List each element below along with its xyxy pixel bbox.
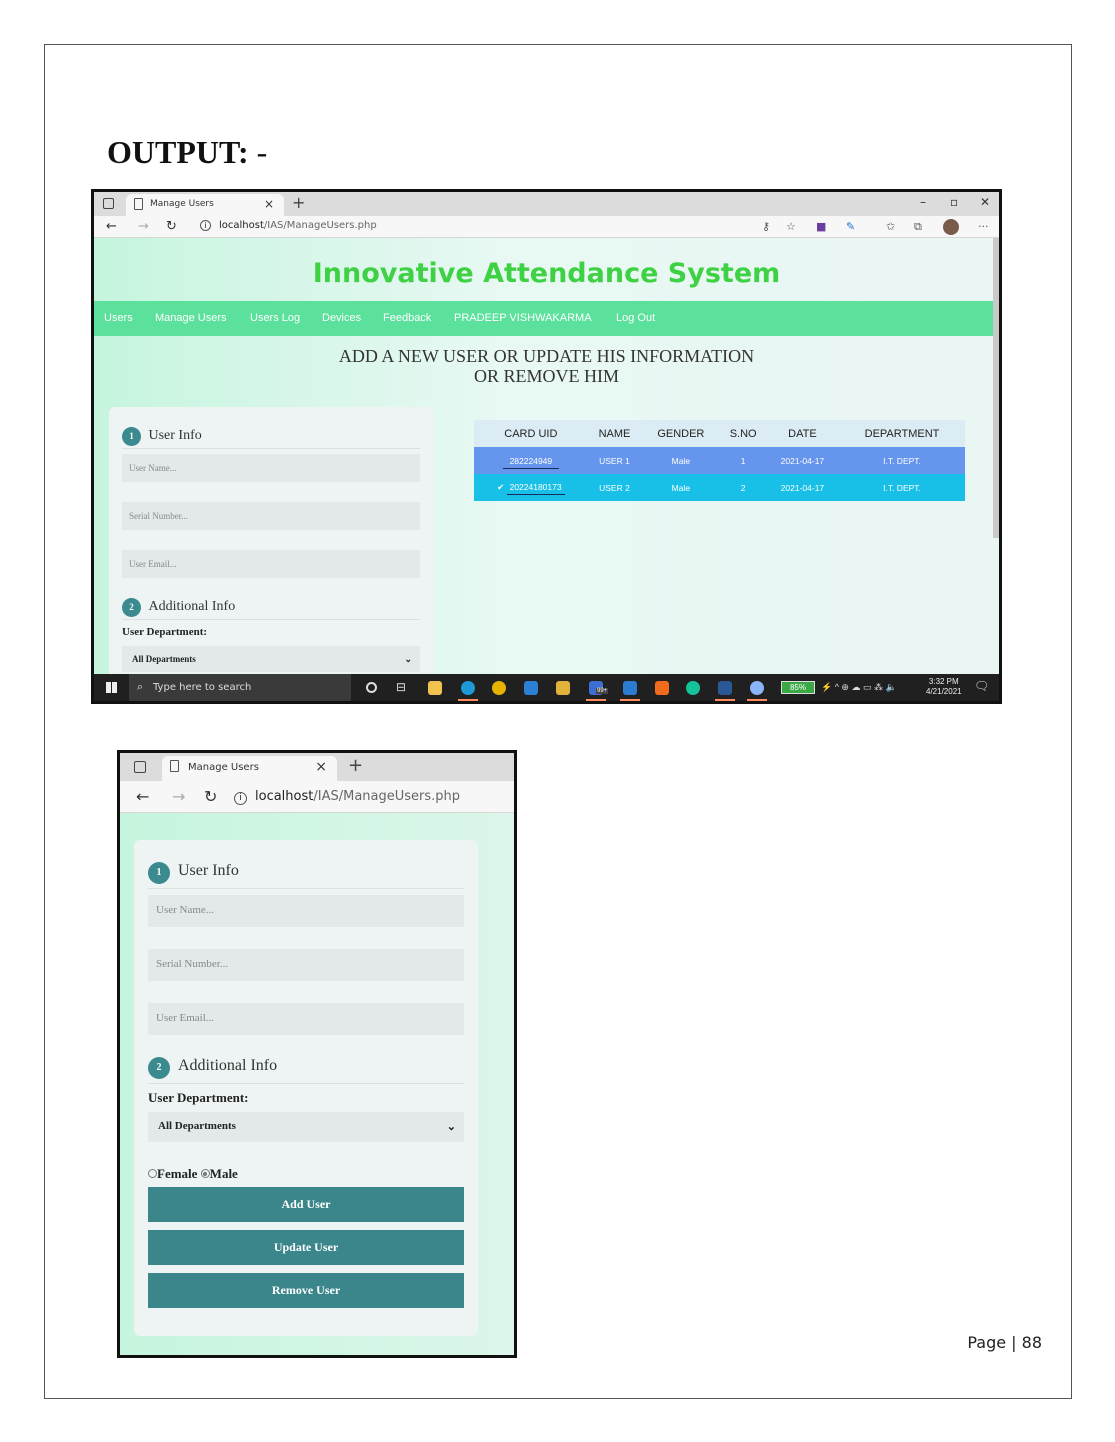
step2-badge: 2 xyxy=(122,598,141,617)
store-icon[interactable] xyxy=(428,681,442,695)
site-title: Innovative Attendance System xyxy=(312,258,781,289)
browser-window-narrow xyxy=(117,750,517,1358)
card-uid[interactable]: 282224949 xyxy=(503,456,560,469)
card-uid[interactable]: 20224180173 xyxy=(507,482,565,495)
info-icon[interactable]: i xyxy=(234,792,247,805)
new-tab-button[interactable]: + xyxy=(348,755,364,776)
department-label: User Department: xyxy=(148,1090,249,1105)
extension-pen-icon[interactable]: ✎ xyxy=(846,220,856,233)
nav-manage-users[interactable]: Manage Users xyxy=(155,312,227,324)
user-date: 2021-04-17 xyxy=(766,447,839,474)
cortana-icon[interactable] xyxy=(366,682,377,693)
battery-indicator[interactable]: 85% xyxy=(781,681,815,694)
male-radio[interactable] xyxy=(201,1169,210,1178)
favorites-icon[interactable]: ✩ xyxy=(886,220,896,233)
section-heading: ADD A NEW USER OR UPDATE HIS INFORMATION OR REMOVE HIM xyxy=(338,346,755,386)
minimize-icon[interactable]: – xyxy=(920,195,926,209)
user-form-card xyxy=(134,840,478,1336)
department-label: User Department: xyxy=(122,626,208,638)
back-icon[interactable]: ← xyxy=(106,219,117,234)
users-table xyxy=(474,420,965,501)
user-sno: 1 xyxy=(720,447,765,474)
profile-avatar[interactable] xyxy=(943,219,959,235)
col-name: NAME xyxy=(588,420,642,447)
tab-actions-icon[interactable] xyxy=(103,198,114,209)
restore-icon[interactable]: ▫ xyxy=(950,195,959,209)
favorite-add-icon[interactable]: ☆ xyxy=(786,220,796,233)
male-label: Male xyxy=(209,1166,238,1181)
nav-user-name[interactable]: PRADEEP VISHWAKARMA xyxy=(454,312,592,324)
department-select[interactable]: All Departments ⌄ xyxy=(122,646,420,672)
add-user-button[interactable]: Add User xyxy=(148,1187,464,1222)
file-explorer-icon[interactable] xyxy=(556,681,570,695)
table-row[interactable] xyxy=(474,447,965,474)
task-view-icon[interactable]: ⊟ xyxy=(396,680,407,694)
user-name: USER 1 xyxy=(588,447,642,474)
department-select[interactable]: All Departments ⌄ xyxy=(148,1112,464,1142)
notification-badge: 99+ xyxy=(597,688,608,694)
tray-icons[interactable]: ⚡ ^ ⊕ ☁ ▭ ⁂ 🔈 xyxy=(821,682,897,692)
user-name: USER 2 xyxy=(588,474,642,501)
windows-taskbar xyxy=(94,674,999,701)
browser-window-wide xyxy=(91,189,1002,704)
info-icon[interactable]: i xyxy=(200,220,211,231)
refresh-icon[interactable]: ↻ xyxy=(204,787,218,806)
step1-header xyxy=(122,427,420,449)
col-date: DATE xyxy=(766,420,839,447)
forward-icon[interactable]: → xyxy=(138,219,149,234)
female-radio[interactable] xyxy=(148,1169,157,1178)
system-clock[interactable]: 3:32 PM 4/21/2021 xyxy=(926,677,962,696)
user-name-input[interactable]: User Name... xyxy=(148,895,464,927)
user-date: 2021-04-17 xyxy=(766,474,839,501)
key-icon[interactable]: ⚷ xyxy=(762,220,771,233)
user-department: I.T. DEPT. xyxy=(839,447,965,474)
back-icon[interactable]: ← xyxy=(136,787,150,806)
col-card-uid: CARD UID xyxy=(474,420,588,447)
step2-title: Additional Info xyxy=(178,1057,278,1074)
windows-start-icon[interactable] xyxy=(106,682,117,693)
tab-title: Manage Users xyxy=(188,762,259,773)
step1-badge: 1 xyxy=(122,427,141,446)
gender-radio-group xyxy=(148,1166,238,1182)
serial-number-input[interactable]: Serial Number... xyxy=(122,502,420,530)
taskbar-search[interactable]: ⌕ Type here to search xyxy=(129,674,351,701)
step1-title: User Info xyxy=(148,428,202,443)
grammarly-icon[interactable] xyxy=(686,681,700,695)
browser-tab[interactable] xyxy=(162,756,337,781)
tab-bar xyxy=(120,753,514,781)
tab-title: Manage Users xyxy=(150,199,214,209)
update-user-button[interactable]: Update User xyxy=(148,1230,464,1265)
close-window-icon[interactable]: ✕ xyxy=(980,195,991,209)
step1-title: User Info xyxy=(178,862,239,879)
female-label: Female xyxy=(157,1166,198,1181)
step2-header xyxy=(122,598,420,620)
user-email-input[interactable]: User Email... xyxy=(122,550,420,578)
site-navbar xyxy=(94,301,999,336)
nav-devices[interactable]: Devices xyxy=(322,312,362,324)
user-department: I.T. DEPT. xyxy=(839,474,965,501)
word-icon[interactable] xyxy=(718,681,732,695)
nav-users-log[interactable]: Users Log xyxy=(250,312,301,324)
refresh-icon[interactable]: ↻ xyxy=(166,219,177,234)
user-sno: 2 xyxy=(720,474,765,501)
col-gender: GENDER xyxy=(641,420,720,447)
web-viewport xyxy=(94,238,999,674)
address-bar xyxy=(94,216,999,238)
notifications-icon[interactable]: 🗨 xyxy=(974,679,990,693)
user-form-card xyxy=(109,407,434,674)
url-field[interactable]: i localhost/IAS/ManageUsers.php xyxy=(234,789,460,805)
web-viewport xyxy=(120,813,514,1355)
col-department: DEPARTMENT xyxy=(839,420,965,447)
user-name-input[interactable]: User Name... xyxy=(122,454,420,482)
new-tab-button[interactable]: + xyxy=(292,193,306,212)
collections-icon[interactable]: ⧉ xyxy=(914,220,922,233)
step1-badge: 1 xyxy=(148,862,170,884)
col-sno: S.NO xyxy=(720,420,765,447)
scrollbar[interactable] xyxy=(993,238,999,538)
step1-header xyxy=(148,862,464,889)
forward-icon[interactable]: → xyxy=(172,787,186,806)
chevron-down-icon: ⌄ xyxy=(446,1121,456,1133)
tab-bar xyxy=(94,192,999,216)
nav-log-out[interactable]: Log Out xyxy=(616,312,656,324)
page-icon xyxy=(170,760,179,772)
chrome-icon[interactable] xyxy=(492,681,506,695)
address-bar xyxy=(120,781,514,813)
user-gender: Male xyxy=(641,447,720,474)
chevron-down-icon: ⌄ xyxy=(404,654,412,664)
url-field[interactable]: i localhost/IAS/ManageUsers.php xyxy=(200,220,377,231)
user-gender: Male xyxy=(641,474,720,501)
step2-header xyxy=(148,1057,464,1084)
tab-close-icon[interactable]: × xyxy=(263,197,274,211)
step2-badge: 2 xyxy=(148,1057,170,1079)
tab-close-icon[interactable]: × xyxy=(315,759,327,775)
mail-icon[interactable] xyxy=(524,681,538,695)
xampp-icon[interactable] xyxy=(655,681,669,695)
check-icon: ✔ xyxy=(497,482,505,492)
nav-feedback[interactable]: Feedback xyxy=(383,312,432,324)
table-row[interactable] xyxy=(474,474,965,501)
nav-users[interactable]: Users xyxy=(104,312,133,324)
browser-tab[interactable] xyxy=(126,194,284,216)
edge-icon[interactable] xyxy=(461,681,475,695)
output-heading: OUTPUT: - xyxy=(107,134,268,170)
user-email-input[interactable]: User Email... xyxy=(148,1003,464,1035)
more-icon[interactable]: ··· xyxy=(978,220,989,233)
serial-number-input[interactable]: Serial Number... xyxy=(148,949,464,981)
page-icon xyxy=(134,198,143,210)
snipping-tool-icon[interactable] xyxy=(750,681,764,695)
tab-actions-icon[interactable] xyxy=(134,761,146,773)
page-number: Page | 88 xyxy=(967,1333,1042,1352)
search-icon: ⌕ xyxy=(137,680,144,693)
vscode-icon[interactable] xyxy=(623,681,637,695)
step2-title: Additional Info xyxy=(148,599,236,614)
remove-user-button[interactable]: Remove User xyxy=(148,1273,464,1308)
extension-icon[interactable]: ■ xyxy=(816,220,827,233)
